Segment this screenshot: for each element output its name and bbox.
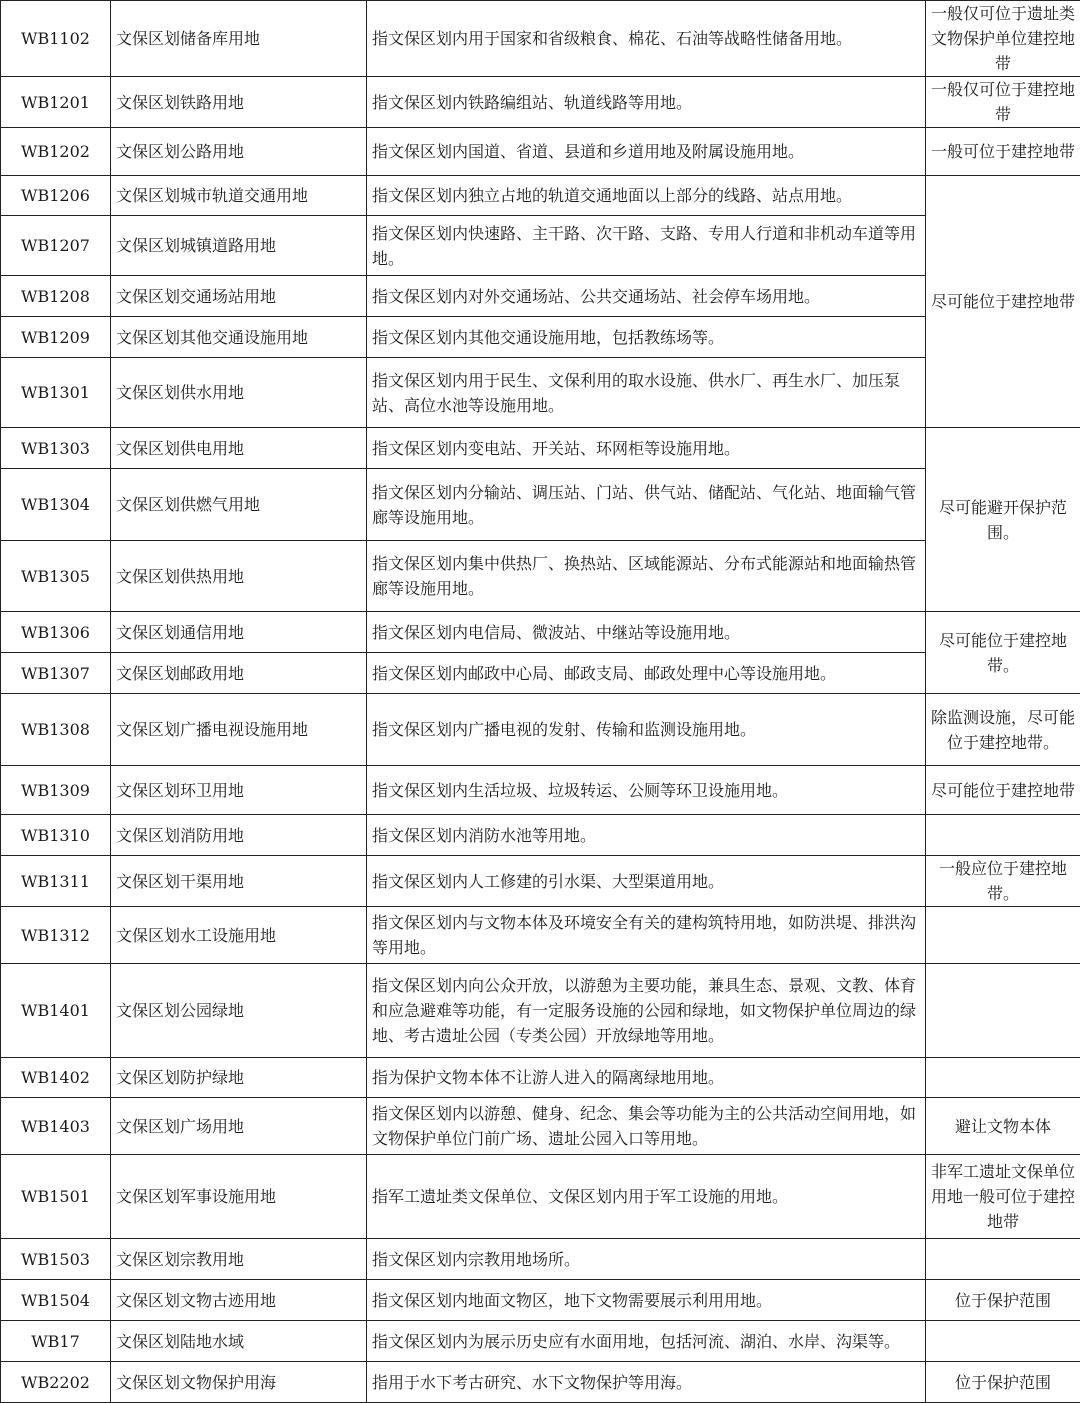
- land-description: 指用于水下考古研究、水下文物保护等用海。: [367, 1362, 926, 1403]
- land-name: 文保区划水工设施用地: [111, 907, 367, 964]
- land-description: 指文保区划内用于民生、文保利用的取水设施、供水厂、再生水厂、加压泵站、高位水池等设施用地。: [367, 358, 926, 428]
- land-name: 文保区划干渠用地: [111, 856, 367, 907]
- land-description: 指文保区划内宗教用地场所。: [367, 1239, 926, 1280]
- land-name: 文保区划广播电视设施用地: [111, 694, 367, 766]
- land-name: 文保区划环卫用地: [111, 766, 367, 815]
- land-description: 指文保区划内铁路编组站、轨道线路等用地。: [367, 77, 926, 128]
- land-note: 一般仅可位于建控地带: [926, 77, 1080, 128]
- land-note: [926, 964, 1080, 1058]
- land-note: 尽可能位于建控地带: [926, 176, 1080, 428]
- land-code: WB2202: [1, 1362, 111, 1403]
- land-code: WB17: [1, 1321, 111, 1362]
- table-row: [1, 653, 1080, 694]
- land-description: 指文保区划内独立占地的轨道交通地面以上部分的线路、站点用地。: [367, 176, 926, 216]
- land-code: WB1303: [1, 428, 111, 469]
- land-name: 文保区划通信用地: [111, 612, 367, 653]
- land-code: WB1310: [1, 815, 111, 856]
- land-code: WB1401: [1, 964, 111, 1058]
- table-row: [1, 1155, 1080, 1239]
- land-description: 指文保区划内集中供热厂、换热站、区域能源站、分布式能源站和地面输热管廊等设施用地。: [367, 541, 926, 612]
- table-row: [1, 541, 1080, 612]
- table-row: [1, 216, 1080, 276]
- table-row: [1, 1058, 1080, 1098]
- land-name: 文保区划宗教用地: [111, 1239, 367, 1280]
- land-description: 指文保区划内其他交通设施用地，包括教练场等。: [367, 317, 926, 358]
- land-description: 指文保区划内以游憩、健身、纪念、集会等功能为主的公共活动空间用地，如文物保护单位门前广场、遗址公园入口等用地。: [367, 1098, 926, 1155]
- land-code: WB1306: [1, 612, 111, 653]
- land-name: 文保区划文物保护用海: [111, 1362, 367, 1403]
- land-description: 指文保区划内变电站、开关站、环网柜等设施用地。: [367, 428, 926, 469]
- land-description: 指文保区划内对外交通场站、公共交通场站、社会停车场用地。: [367, 276, 926, 317]
- land-code: WB1206: [1, 176, 111, 216]
- land-code: WB1503: [1, 1239, 111, 1280]
- land-note: 位于保护范围: [926, 1362, 1080, 1403]
- land-name: 文保区划供热用地: [111, 541, 367, 612]
- table-row: [1, 317, 1080, 358]
- land-description: 指文保区划内与文物本体及环境安全有关的建构筑特用地，如防洪堤、排洪沟等用地。: [367, 907, 926, 964]
- table-row: [1, 1098, 1080, 1155]
- land-note: [926, 1239, 1080, 1280]
- land-description: 指文保区划内向公众开放，以游憩为主要功能，兼具生态、景观、文教、体育和应急避难等功能，有一定服务设施的公园和绿地，如文物保护单位周边的绿地、考古遗址公园（专类公园）开放绿地等用地。: [367, 964, 926, 1058]
- land-code: WB1309: [1, 766, 111, 815]
- land-name: 文保区划城镇道路用地: [111, 216, 367, 276]
- table-row: [1, 428, 1080, 469]
- land-description: 指文保区划内电信局、微波站、中继站等设施用地。: [367, 612, 926, 653]
- land-name: 文保区划邮政用地: [111, 653, 367, 694]
- table-row: [1, 1321, 1080, 1362]
- land-note: 位于保护范围: [926, 1280, 1080, 1321]
- land-note: 非军工遗址文保单位用地一般可位于建控地带: [926, 1155, 1080, 1239]
- land-name: 文保区划其他交通设施用地: [111, 317, 367, 358]
- land-code: WB1301: [1, 358, 111, 428]
- land-note: 尽可能位于建控地带。: [926, 612, 1080, 694]
- land-description: 指文保区划内分输站、调压站、门站、供气站、储配站、气化站、地面输气管廊等设施用地。: [367, 469, 926, 541]
- land-name: 文保区划铁路用地: [111, 77, 367, 128]
- land-code: WB1209: [1, 317, 111, 358]
- land-description: 指文保区划内国道、省道、县道和乡道用地及附属设施用地。: [367, 128, 926, 176]
- land-note: [926, 907, 1080, 964]
- table-row: [1, 358, 1080, 428]
- land-description: 指文保区划内用于国家和省级粮食、棉花、石油等战略性储备用地。: [367, 1, 926, 77]
- table-row: [1, 276, 1080, 317]
- land-code: WB1312: [1, 907, 111, 964]
- table-row: [1, 964, 1080, 1058]
- land-name: 文保区划城市轨道交通用地: [111, 176, 367, 216]
- land-description: 指军工遗址类文保单位、文保区划内用于军工设施的用地。: [367, 1155, 926, 1239]
- land-description: 指为保护文物本体不让游人进入的隔离绿地用地。: [367, 1058, 926, 1098]
- land-note: 尽可能位于建控地带: [926, 766, 1080, 815]
- table-row: [1, 766, 1080, 815]
- land-code: WB1403: [1, 1098, 111, 1155]
- land-note: 避让文物本体: [926, 1098, 1080, 1155]
- land-name: 文保区划公园绿地: [111, 964, 367, 1058]
- table-row: [1, 1362, 1080, 1403]
- land-description: 指文保区划内广播电视的发射、传输和监测设施用地。: [367, 694, 926, 766]
- table-row: [1, 815, 1080, 856]
- land-name: 文保区划供水用地: [111, 358, 367, 428]
- land-note: 尽可能避开保护范围。: [926, 428, 1080, 612]
- land-code: WB1305: [1, 541, 111, 612]
- land-code: WB1102: [1, 1, 111, 77]
- land-note: 一般可位于建控地带: [926, 128, 1080, 176]
- land-name: 文保区划供燃气用地: [111, 469, 367, 541]
- land-note: 一般仅可位于遗址类文物保护单位建控地带: [926, 1, 1080, 77]
- table-row: [1, 1280, 1080, 1321]
- land-note: 除监测设施，尽可能位于建控地带。: [926, 694, 1080, 766]
- land-code: WB1311: [1, 856, 111, 907]
- land-code: WB1304: [1, 469, 111, 541]
- table-row: [1, 176, 1080, 216]
- land-note: [926, 815, 1080, 856]
- land-description: 指文保区划内生活垃圾、垃圾转运、公厕等环卫设施用地。: [367, 766, 926, 815]
- table-row: [1, 77, 1080, 128]
- land-name: 文保区划防护绿地: [111, 1058, 367, 1098]
- land-description: 指文保区划内地面文物区，地下文物需要展示利用用地。: [367, 1280, 926, 1321]
- land-name: 文保区划陆地水域: [111, 1321, 367, 1362]
- land-description: 指文保区划内邮政中心局、邮政支局、邮政处理中心等设施用地。: [367, 653, 926, 694]
- land-description: 指文保区划内为展示历史应有水面用地，包括河流、湖泊、水岸、沟渠等。: [367, 1321, 926, 1362]
- land-description: 指文保区划内快速路、主干路、次干路、支路、专用人行道和非机动车道等用地。: [367, 216, 926, 276]
- land-note: [926, 1058, 1080, 1098]
- land-code: WB1307: [1, 653, 111, 694]
- land-code: WB1402: [1, 1058, 111, 1098]
- table-row: [1, 907, 1080, 964]
- land-name: 文保区划消防用地: [111, 815, 367, 856]
- table-row: [1, 1239, 1080, 1280]
- table-row: [1, 1, 1080, 77]
- land-code: WB1501: [1, 1155, 111, 1239]
- table-row: [1, 128, 1080, 176]
- land-code: WB1207: [1, 216, 111, 276]
- table-row: [1, 694, 1080, 766]
- land-code: WB1201: [1, 77, 111, 128]
- land-name: 文保区划文物古迹用地: [111, 1280, 367, 1321]
- land-description: 指文保区划内消防水池等用地。: [367, 815, 926, 856]
- land-code: WB1208: [1, 276, 111, 317]
- land-note: [926, 1321, 1080, 1362]
- land-code: WB1308: [1, 694, 111, 766]
- land-name: 文保区划交通场站用地: [111, 276, 367, 317]
- land-name: 文保区划公路用地: [111, 128, 367, 176]
- land-name: 文保区划广场用地: [111, 1098, 367, 1155]
- land-note: 一般应位于建控地带。: [926, 856, 1080, 907]
- land-description: 指文保区划内人工修建的引水渠、大型渠道用地。: [367, 856, 926, 907]
- table-row: [1, 469, 1080, 541]
- land-name: 文保区划供电用地: [111, 428, 367, 469]
- table-row: [1, 612, 1080, 653]
- land-name: 文保区划储备库用地: [111, 1, 367, 77]
- land-code: WB1202: [1, 128, 111, 176]
- land-code: WB1504: [1, 1280, 111, 1321]
- land-name: 文保区划军事设施用地: [111, 1155, 367, 1239]
- table-row: [1, 856, 1080, 907]
